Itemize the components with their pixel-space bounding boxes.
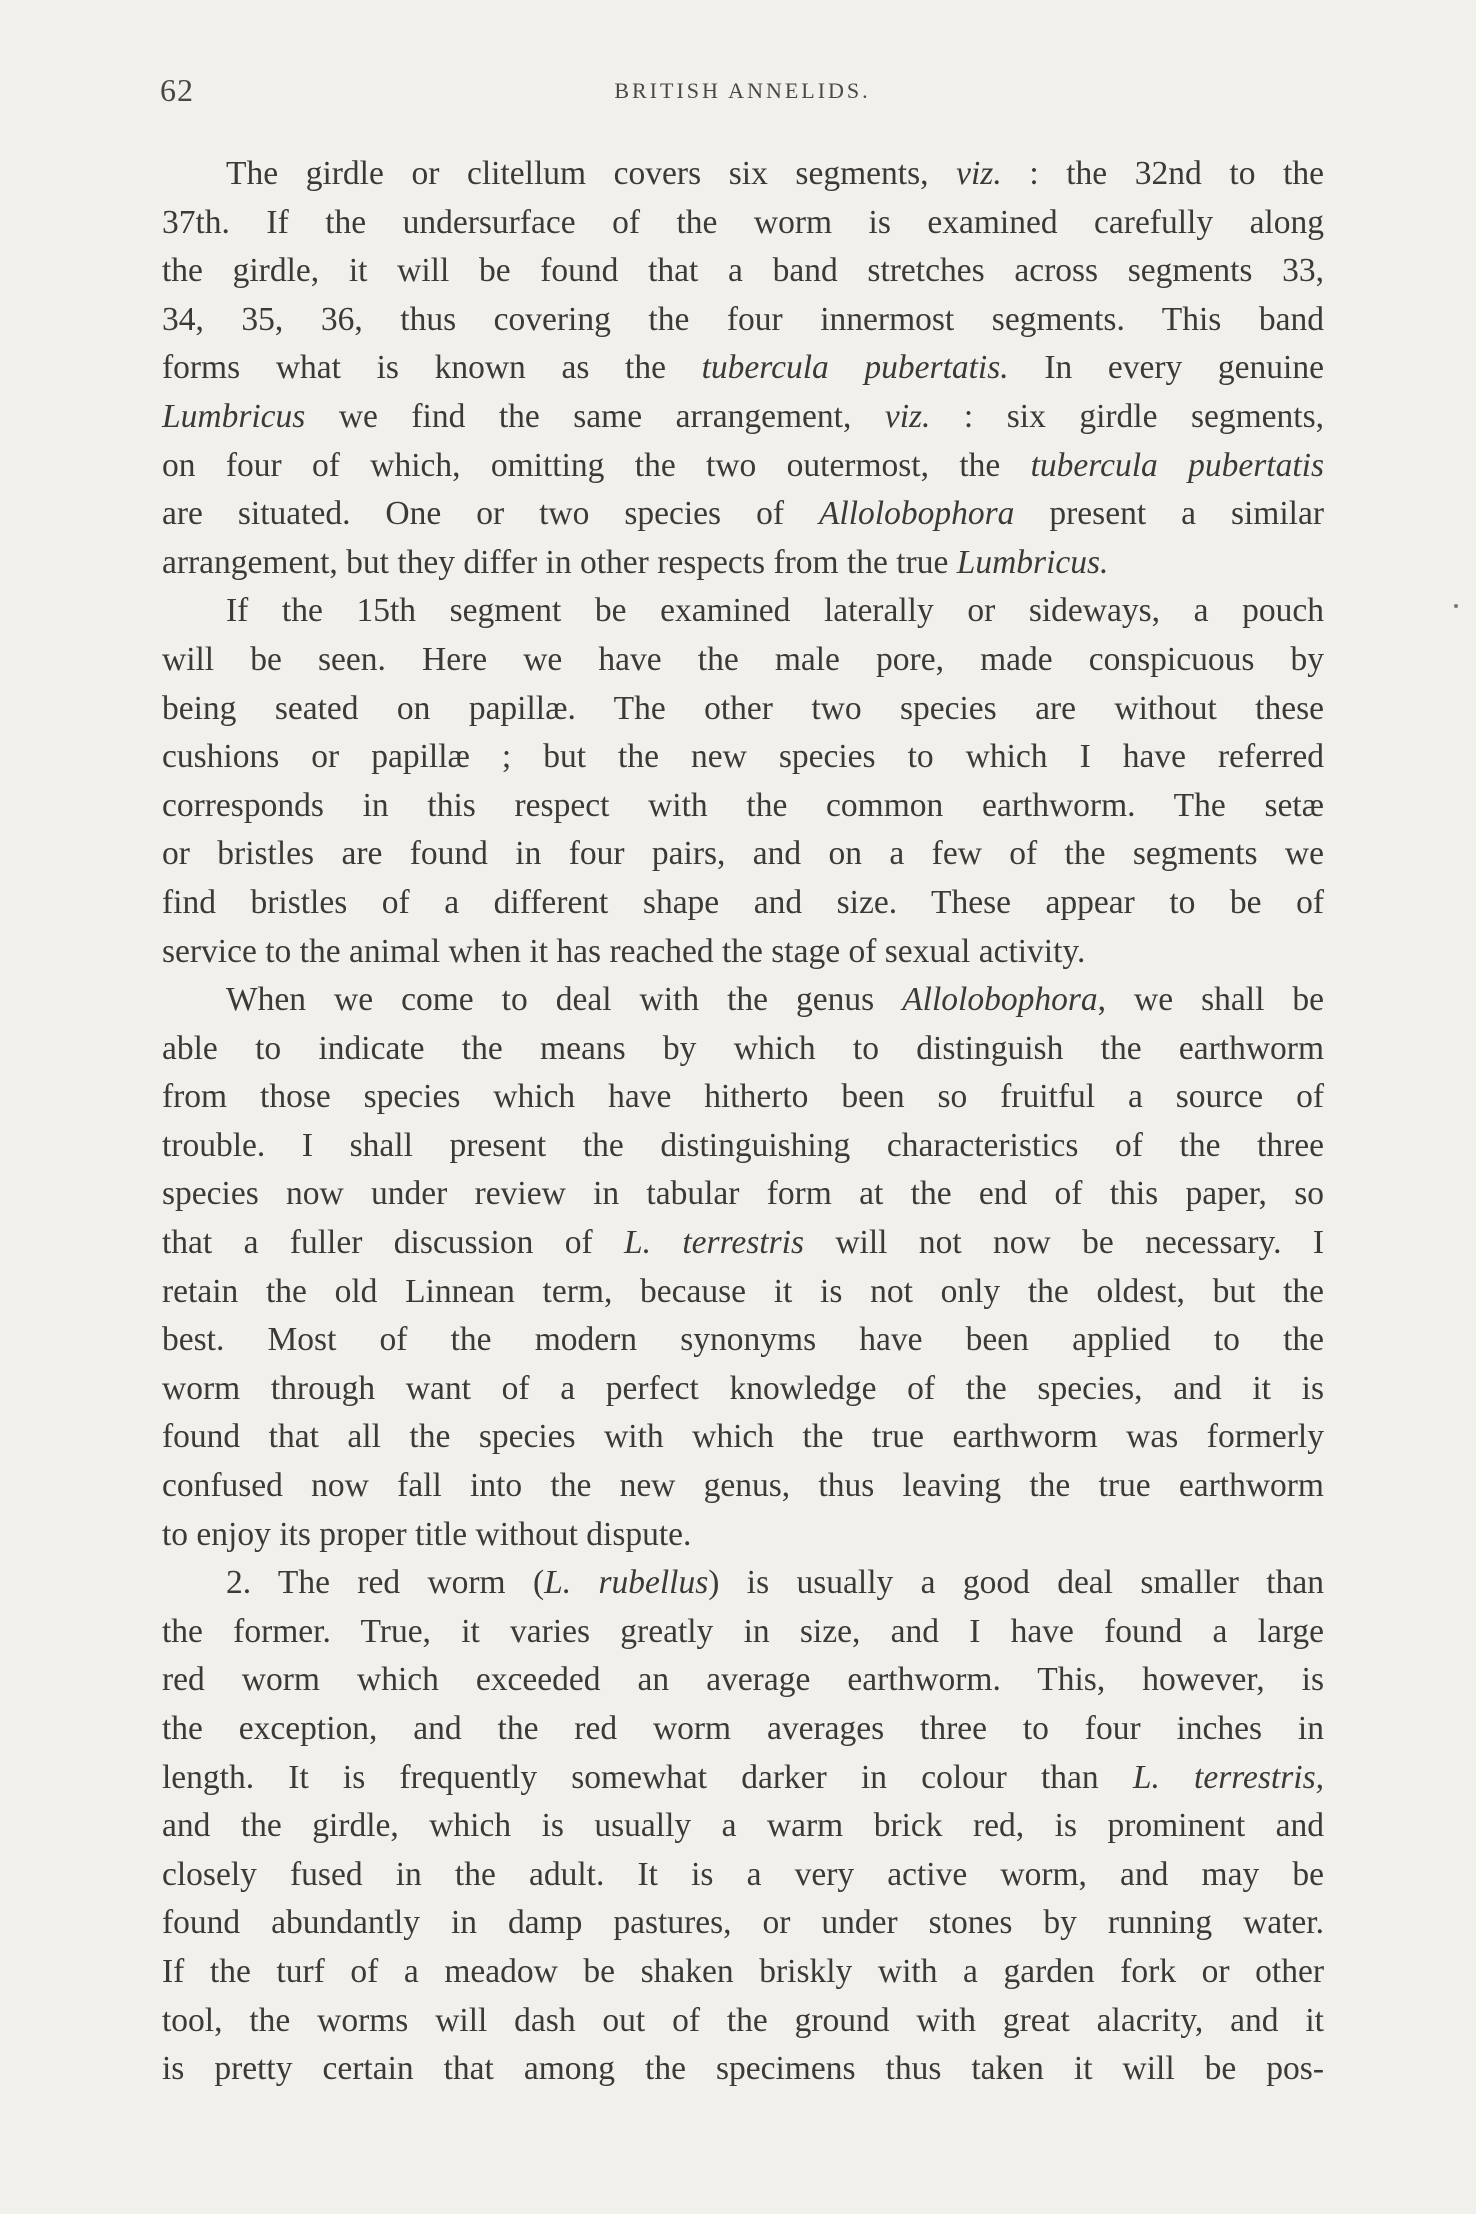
text-segment: worm through want of a perfect knowledge of the species, and it is: [162, 1369, 1324, 1407]
text-segment: that a fuller discussion of: [162, 1224, 624, 1262]
text-segment: forms what is known as the: [162, 349, 702, 387]
text-segment: species now under review in tabular form at the end of this paper, so: [162, 1175, 1324, 1213]
text-line: [162, 1073, 1324, 1122]
text-segment: present a similar: [1014, 495, 1325, 533]
text-line: [162, 1170, 1324, 1219]
text-segment: : six girdle segments,: [930, 397, 1324, 435]
text-segment: confused now fall into the new genus, thus leaving the true earthworm: [162, 1467, 1324, 1505]
text-line: [162, 733, 1324, 782]
text-segment: 37th. If the undersurface of the worm is examined carefully along: [162, 203, 1324, 241]
text-line: [162, 1413, 1324, 1462]
text-line: [162, 1948, 1324, 1997]
italic-text: Allolobophora: [818, 495, 1015, 533]
text-segment: or bristles are found in four pairs, and on a few of the segments we: [162, 835, 1324, 873]
italic-text: tubercula pubertatis: [1030, 446, 1324, 484]
text-segment: The girdle or clitellum covers six segments,: [226, 155, 957, 192]
text-line: [162, 1025, 1324, 1074]
text-segment: closely fused in the adult. It is a very active worm, and may be: [162, 1855, 1324, 1893]
text-line: [162, 1656, 1324, 1705]
text-segment: service to the animal when it has reached the stage of sexual activity.: [162, 932, 1086, 970]
text-line: [162, 2045, 1324, 2094]
text-segment: being seated on papillæ. The other two species are without these: [162, 689, 1324, 727]
text-segment: When we come to deal with the genus: [226, 981, 903, 1019]
text-line: [162, 636, 1324, 685]
text-segment: to enjoy its proper title without dispute.: [162, 1515, 692, 1553]
text-line: [162, 490, 1324, 539]
italic-text: Lumbricus.: [956, 543, 1109, 581]
text-line: [162, 976, 1324, 1025]
text-line: [162, 1997, 1324, 2046]
body-text: [162, 150, 1324, 2094]
text-segment: the former. True, it varies greatly in size, and I have found a large: [162, 1612, 1324, 1650]
text-segment: are situated. One or two species of: [162, 495, 819, 533]
text-segment: If the turf of a meadow be shaken briskly with a garden fork or other: [162, 1952, 1324, 1990]
text-line: [162, 539, 1324, 588]
page-header: [160, 72, 1325, 112]
text-segment: 2. The red worm (: [226, 1564, 545, 1602]
text-line: [162, 1754, 1324, 1803]
text-segment: , we shall be: [1097, 981, 1325, 1019]
text-line: [162, 1559, 1324, 1608]
text-line: [162, 296, 1324, 345]
italic-text: L. terrestris,: [1132, 1758, 1324, 1796]
text-line: [162, 928, 1324, 977]
text-line: [162, 1462, 1324, 1511]
text-line: [162, 150, 1324, 199]
text-line: [162, 442, 1324, 491]
text-segment: length. It is frequently somewhat darker in colour than: [162, 1758, 1133, 1796]
text-segment: the exception, and the red worm averages three to four inches in: [162, 1710, 1324, 1747]
text-line: [162, 830, 1324, 879]
text-line: [162, 685, 1324, 734]
text-line: [162, 1899, 1324, 1948]
italic-text: L. terrestris: [624, 1224, 804, 1262]
running-head: BRITISH ANNELIDS.: [614, 78, 871, 103]
italic-text: Lumbricus: [162, 397, 306, 435]
text-segment: found abundantly in damp pastures, or under stones by running water.: [162, 1904, 1324, 1942]
text-line: [162, 587, 1324, 636]
text-line: [162, 782, 1324, 831]
text-segment: cushions or papillæ ; but the new species to which I have referred: [162, 738, 1324, 776]
text-line: [162, 199, 1324, 248]
text-segment: from those species which have hitherto been so fruitful a source of: [162, 1078, 1324, 1116]
text-segment: find bristles of a different shape and size. These appear to be of: [162, 883, 1324, 921]
text-segment: on four of which, omitting the two outermost, the: [162, 446, 1031, 484]
text-segment: is pretty certain that among the specimens thus taken it will be pos-: [162, 2050, 1324, 2088]
text-line: [162, 393, 1324, 442]
text-segment: best. Most of the modern synonyms have been applied to the: [162, 1321, 1324, 1359]
text-line: [162, 1219, 1324, 1268]
text-line: [162, 1122, 1324, 1171]
text-line: [162, 1316, 1324, 1365]
text-segment: and the girdle, which is usually a warm brick red, is prominent and: [162, 1807, 1324, 1845]
text-line: [162, 1608, 1324, 1657]
text-line: [162, 1268, 1324, 1317]
text-segment: red worm which exceeded an average earthworm. This, however, is: [162, 1661, 1324, 1699]
text-line: [162, 1802, 1324, 1851]
text-segment: will be seen. Here we have the male pore, made conspicuous by: [162, 640, 1324, 678]
text-segment: we find the same arrangement,: [305, 397, 885, 435]
page-number: 62: [160, 72, 194, 108]
text-segment: found that all the species with which the true earthworm was formerly: [162, 1418, 1324, 1456]
text-segment: : the 32nd to the: [1001, 155, 1324, 192]
italic-text: tubercula pubertatis.: [701, 349, 1009, 387]
text-line: [162, 879, 1324, 928]
text-line: [162, 1705, 1324, 1754]
text-line: [162, 1511, 1324, 1560]
text-segment: corresponds in this respect with the common earthworm. The setæ: [162, 786, 1324, 824]
text-segment: arrangement, but they differ in other respects from the true: [162, 543, 957, 581]
italic-text: viz.: [956, 155, 1002, 192]
text-segment: will not now be necessary. I: [803, 1224, 1324, 1262]
text-segment: trouble. I shall present the distinguishing characteristics of the three: [162, 1126, 1324, 1164]
text-segment: 34, 35, 36, thus covering the four innermost segments. This band: [162, 300, 1324, 338]
text-line: [162, 344, 1324, 393]
text-segment: the girdle, it will be found that a band stretches across segments 33,: [162, 252, 1324, 290]
text-segment: able to indicate the means by which to distinguish the earthworm: [162, 1029, 1324, 1067]
text-line: [162, 1851, 1324, 1900]
text-line: [162, 1365, 1324, 1414]
page-speck: [1454, 604, 1458, 608]
text-segment: ) is usually a good deal smaller than: [708, 1564, 1324, 1602]
text-segment: In every genuine: [1008, 349, 1324, 387]
italic-text: Allolobophora: [902, 981, 1098, 1019]
italic-text: viz.: [884, 397, 931, 435]
text-segment: tool, the worms will dash out of the ground with great alacrity, and it: [162, 2001, 1324, 2039]
italic-text: L. rubellus: [544, 1564, 709, 1602]
text-line: [162, 247, 1324, 296]
text-segment: retain the old Linnean term, because it is not only the oldest, but the: [162, 1272, 1324, 1310]
text-segment: If the 15th segment be examined laterally or sideways, a pouch: [226, 592, 1324, 630]
